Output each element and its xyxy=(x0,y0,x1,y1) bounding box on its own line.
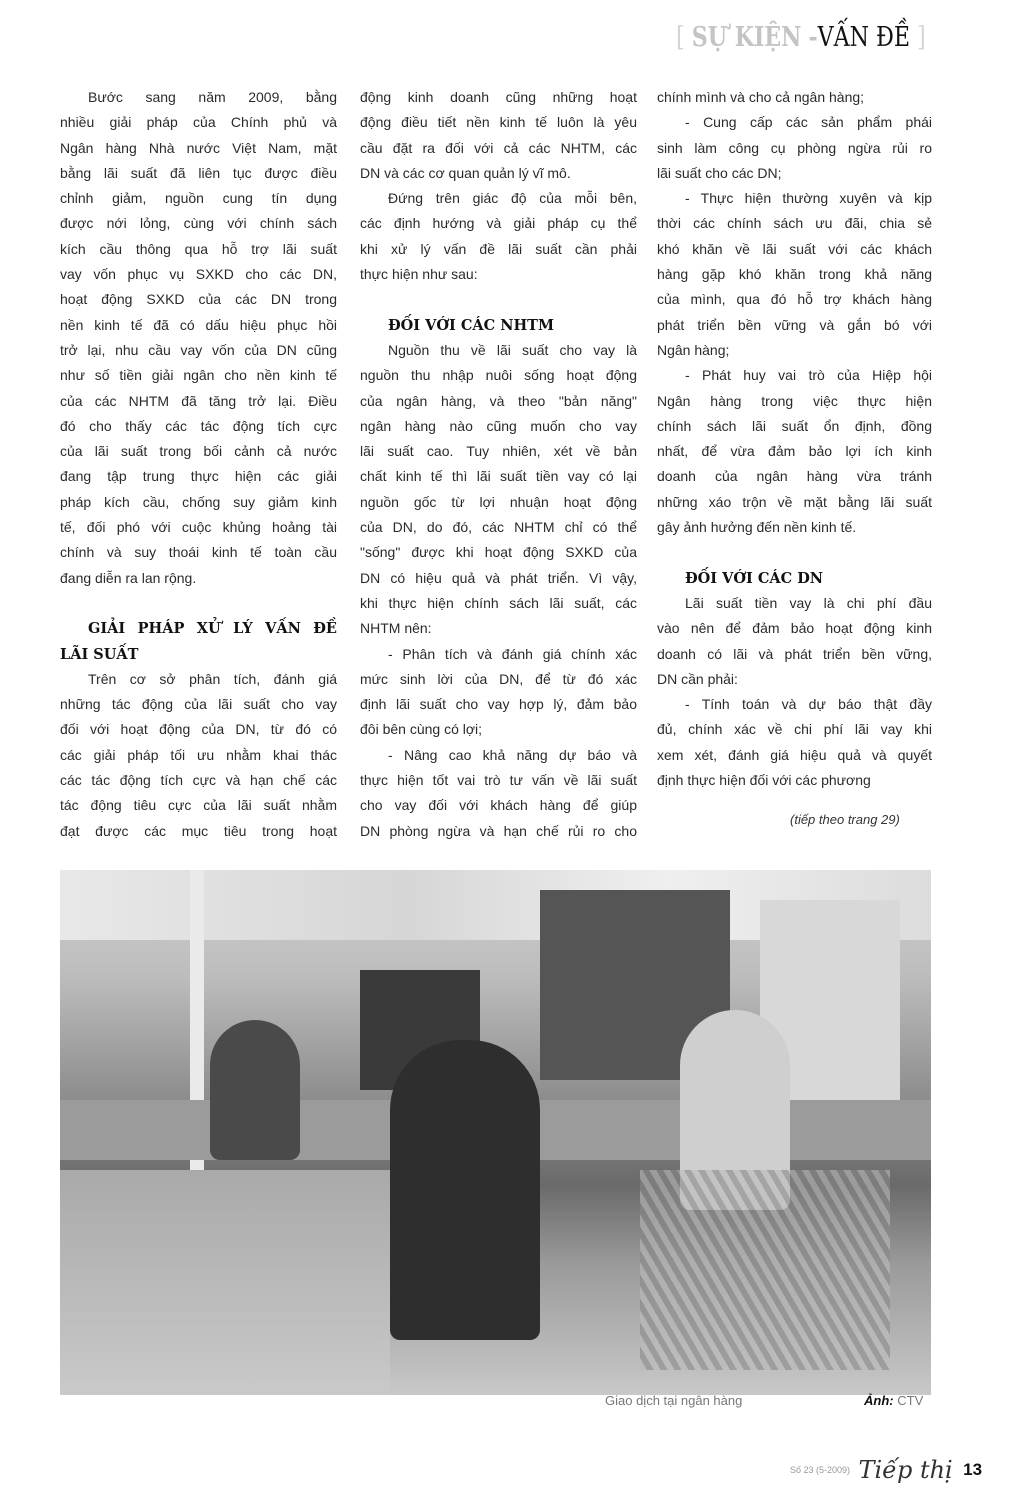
text-line: vay vốn phục vụ SXKD cho các DN, xyxy=(60,266,337,283)
text-line: tế, đối phó với cuộc khủng hoảng tài xyxy=(60,519,337,536)
text-line: chất kinh tế thì lãi suất tiền vay có lại xyxy=(360,468,637,485)
text-line: nền kinh tế đã có dấu hiệu phục hồi xyxy=(60,316,337,333)
text-line: như số tiền giải ngân cho nền kinh tế xyxy=(60,367,337,384)
text-line: hàng gặp khó khăn trong khả năng xyxy=(657,266,932,283)
text-line: DN và các cơ quan quản lý vĩ mô. xyxy=(360,164,571,181)
photo-credit-name: CTV xyxy=(897,1393,924,1408)
text-line: của các NHTM đã tăng trở lại. Điều xyxy=(60,392,337,409)
text-line: của lãi suất trong bối cảnh cả nước xyxy=(60,443,337,460)
text-line: - Phân tích và đánh giá chính xác xyxy=(388,645,637,662)
text-line: động điều tiết nền kinh tế luôn là yêu xyxy=(360,114,637,131)
page-footer xyxy=(790,1456,982,1484)
text-line: Ngân hàng trong việc thực hiện xyxy=(657,392,932,409)
text-line: định thực hiện đối với các phương xyxy=(657,772,871,789)
text-line: đối với hoạt động của DN, từ đó có xyxy=(60,721,337,738)
text-line: đủ, chính xác về chi phí lãi vay khi xyxy=(657,721,932,738)
text-line: Lãi suất tiền vay là chi phí đầu xyxy=(685,594,932,611)
text-line: nhất, để vừa đảm bảo lợi ích kinh xyxy=(657,443,932,460)
text-line: pháp kích cầu, chống suy giảm kinh xyxy=(60,493,337,510)
text-line: DN cần phải: xyxy=(657,670,738,687)
text-line: nhiều giải pháp của Chính phủ và xyxy=(60,114,337,131)
text-line: Bước sang năm 2009, bằng xyxy=(88,89,337,105)
text-line: đạt được các mục tiêu trong hoạt xyxy=(60,822,337,839)
text-line: xem xét, đánh giá hiệu quả và quyết xyxy=(657,746,932,763)
text-line: những xáo trộn về mặt bằng lãi suất xyxy=(657,493,932,510)
text-line: DN có hiệu quả và phát triển. Vì vậy, xyxy=(360,569,637,586)
text-line: đang tập trung thực hiện các giải xyxy=(60,468,337,485)
text-line: các định hướng và giải pháp cụ thể xyxy=(360,215,637,232)
text-line: tác động tiêu cực của lãi suất nhằm xyxy=(60,797,337,814)
text-line: đang diễn ra lan rộng. xyxy=(60,569,197,586)
bracket-open: [ xyxy=(676,22,685,53)
text-line: cho vay đối với khách hàng để giúp xyxy=(360,797,637,814)
text-line: "sống" được khi hoạt động SXKD của xyxy=(360,544,637,561)
text-line: gây ảnh hưởng đến nền kinh tế. xyxy=(657,519,857,536)
text-line: nguồn thu nhập nuôi sống hoạt động xyxy=(360,367,637,384)
text-line: phát triển bền vững và gắn bó với xyxy=(657,316,932,333)
text-line: Nguồn thu về lãi suất cho vay là xyxy=(388,341,637,358)
text-line: của DN, do đó, các NHTM chỉ có thể xyxy=(360,519,637,536)
text-line: hoạt động SXKD của các DN trong xyxy=(60,291,337,308)
text-line: - Cung cấp các sản phẩm phái xyxy=(685,114,932,131)
text-line: thực hiện như sau: xyxy=(360,266,478,283)
text-line: khi thực hiện chính sách lãi suất, các xyxy=(360,594,637,611)
text-line: được nới lỏng, cùng với chính sách xyxy=(60,215,337,232)
text-line: - Phát huy vai trò của Hiệp hội xyxy=(685,367,932,384)
text-line: thời các chính sách ưu đãi, chia sẻ xyxy=(657,215,932,232)
text-line: chỉnh giảm, nguồn cung tín dụng xyxy=(60,190,337,207)
text-line: - Nâng cao khả năng dự báo và xyxy=(388,746,637,763)
text-line: NHTM nên: xyxy=(360,620,432,637)
text-line: đó cho thấy các tác động tích cực xyxy=(60,417,337,434)
page-number: 13 xyxy=(963,1460,983,1479)
text-line: chính và suy thoái kinh tế toàn cầu xyxy=(60,544,337,561)
text-line: Đứng trên giác độ của mỗi bên, xyxy=(388,190,637,207)
section-tag-separator: - xyxy=(808,22,818,53)
section-heading: LÃI SUẤT xyxy=(60,645,139,663)
text-line: mức sinh lời của DN, để từ đó xác xyxy=(360,670,637,687)
section-tag-light: SỰ KIỆN xyxy=(691,22,802,53)
article-column-2 xyxy=(360,85,637,844)
section-tag xyxy=(676,22,926,53)
paragraph-gap xyxy=(360,287,637,312)
text-line: khó khăn về lãi suất với các khách xyxy=(657,240,932,257)
section-heading: ĐỐI VỚI CÁC NHTM xyxy=(388,316,555,334)
article-photo xyxy=(60,870,931,1395)
text-line: các tác động tích cực và hạn chế các xyxy=(60,772,337,789)
text-line: nguồn gốc từ lợi nhuận hoạt động xyxy=(360,493,637,510)
paragraph-gap xyxy=(60,591,337,616)
text-line: các giải pháp tối ưu nhằm khai thác xyxy=(60,746,337,763)
text-line: chính sách lãi suất ổn định, đồng xyxy=(657,417,932,434)
text-line: thực hiện tốt vai trò tư vấn về lãi suất xyxy=(360,772,637,789)
section-heading: GIẢI PHÁP XỬ LÝ VẤN ĐỀ xyxy=(88,620,337,638)
article-column-1 xyxy=(60,85,337,844)
article-column-3 xyxy=(657,85,932,793)
text-line: doanh có lãi và phát triển bền vững, xyxy=(657,645,932,662)
section-heading: ĐỐI VỚI CÁC DN xyxy=(685,569,824,587)
text-line: vào nên để đảm bảo hoạt động kinh xyxy=(657,620,932,637)
bracket-close: ] xyxy=(917,22,926,53)
photo-credit-label: Ảnh: xyxy=(864,1393,894,1408)
text-line: đôi bên cùng có lợi; xyxy=(360,721,483,738)
text-line: bằng lãi suất đã liên tục được điều xyxy=(60,164,337,181)
text-line: sinh làm công cụ phòng ngừa rủi ro xyxy=(657,139,932,156)
photo-credit xyxy=(864,1393,923,1408)
text-line: DN phòng ngừa và hạn chế rủi ro cho xyxy=(360,822,637,839)
text-line: những tác động của lãi suất cho vay xyxy=(60,696,337,713)
text-line: Trên cơ sở phân tích, đánh giá xyxy=(88,670,337,687)
photo-caption: Giao dịch tại ngân hàng xyxy=(605,1393,743,1408)
text-line: Ngân hàng Nhà nước Việt Nam, mặt xyxy=(60,139,337,156)
section-tag-dark: VẤN ĐỀ xyxy=(817,22,911,53)
text-line: trở lại, nhu cầu vay vốn của DN cũng xyxy=(60,341,337,358)
text-line: ngân hàng nào cũng muốn cho vay xyxy=(360,417,637,434)
text-line: định lãi suất cho vay hợp lý, đảm bảo xyxy=(360,696,637,713)
text-line: lãi suất cao. Tuy nhiên, xét về bản xyxy=(360,443,637,460)
issue-number: Số 23 (5-2009) xyxy=(790,1465,851,1475)
text-line: lãi suất cho các DN; xyxy=(657,164,782,181)
text-line: doanh của ngân hàng vừa tránh xyxy=(657,468,932,485)
text-line: - Thực hiện thường xuyên và kịp xyxy=(685,190,932,207)
text-line: động kinh doanh cũng những hoạt xyxy=(360,89,637,105)
text-line: của ngân hàng, và theo "bản năng" xyxy=(360,392,637,409)
continued-note: (tiếp theo trang 29) xyxy=(790,812,900,827)
text-line: Ngân hàng; xyxy=(657,341,730,358)
paragraph-gap xyxy=(657,540,932,565)
magazine-logo: Tiếp thị xyxy=(858,1456,953,1484)
text-line: cầu đặt ra đối với cả các NHTM, các xyxy=(360,139,637,156)
text-line: - Tính toán và dự báo thật đầy xyxy=(685,696,932,713)
text-line: kích cầu thông qua hỗ trợ lãi suất xyxy=(60,240,337,257)
text-line: chính mình và cho cả ngân hàng; xyxy=(657,89,865,105)
text-line: khi xử lý vấn đề lãi suất cần phải xyxy=(360,240,637,257)
text-line: của mình, qua đó hỗ trợ khách hàng xyxy=(657,291,932,308)
